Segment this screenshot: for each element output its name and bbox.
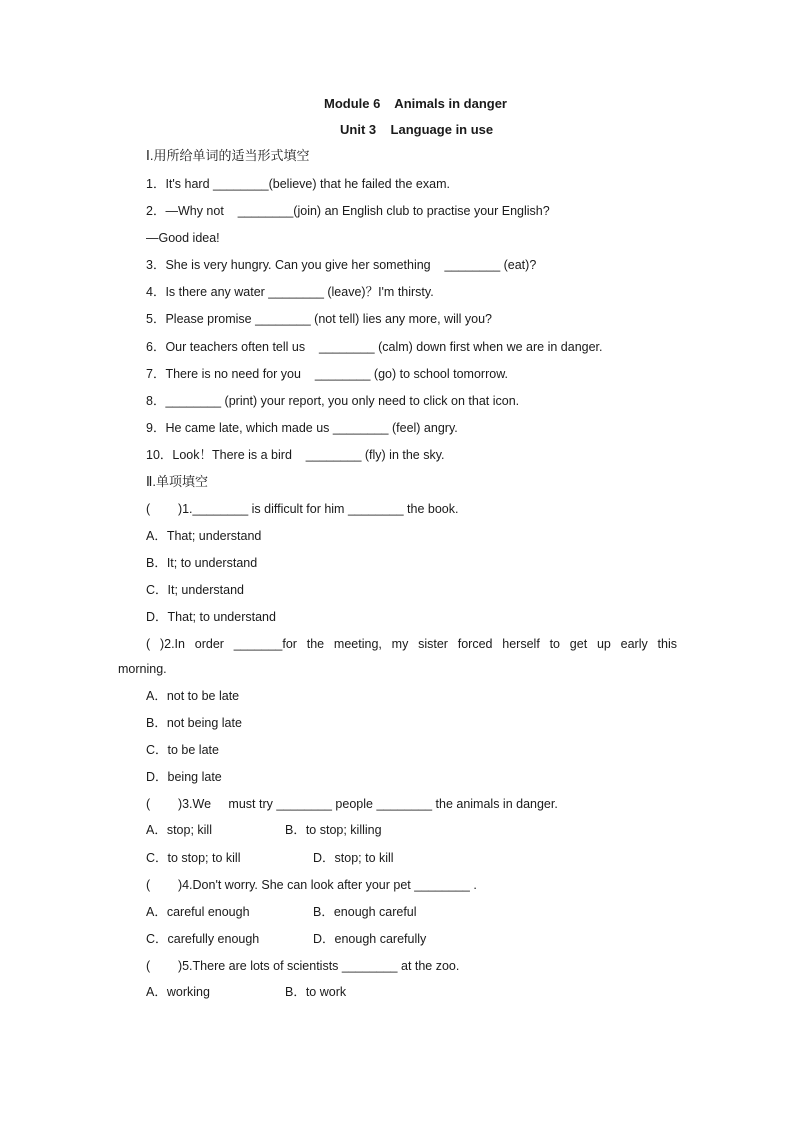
exercise-item: 2．—Why not ________(join) an English club to practise your English? bbox=[146, 204, 550, 218]
exercise-item: 5．Please promise ________ (not tell) lies any more, will you? bbox=[146, 312, 493, 326]
exercise-item: 10．Look！There is a bird ________ (fly) in the sky. bbox=[146, 448, 445, 462]
module-title: Module 6 Animals in danger bbox=[324, 96, 507, 111]
question-stem: ( )4.Don't worry. She can look after your pet ________ . bbox=[146, 878, 477, 892]
exercise-item: 9．He came late, which made us ________ (feel) angry. bbox=[146, 421, 458, 435]
question-stem: ( )5.There are lots of scientists ________ at the zoo. bbox=[146, 959, 460, 973]
option: D．stop; to kill bbox=[313, 851, 394, 865]
option: A．not to be late bbox=[146, 689, 240, 703]
exercise-item: —Good idea! bbox=[146, 231, 220, 245]
option: A．That; understand bbox=[146, 529, 262, 543]
option: A．working bbox=[146, 985, 210, 999]
option: B．to work bbox=[285, 985, 347, 999]
option: A．careful enough bbox=[146, 905, 250, 919]
exercise-item: 6．Our teachers often tell us ________ (calm) down first when we are in danger. bbox=[146, 340, 603, 354]
option: B．to stop; killing bbox=[285, 823, 382, 837]
option: B．not being late bbox=[146, 716, 242, 730]
exercise-item: 1．It's hard ________(believe) that he failed the exam. bbox=[146, 177, 450, 191]
option: D．enough carefully bbox=[313, 932, 427, 946]
question-stem: ( )1.________ is difficult for him ________ the book. bbox=[146, 502, 459, 516]
unit-title: Unit 3 Language in use bbox=[340, 122, 494, 137]
option: C．to be late bbox=[146, 743, 219, 757]
option: D．being late bbox=[146, 770, 222, 784]
exercise-item: 4．Is there any water ________ (leave)？I'm thirsty. bbox=[146, 285, 434, 299]
option: D．That; to understand bbox=[146, 610, 276, 624]
option: C．It; understand bbox=[146, 583, 244, 597]
option: B．It; to understand bbox=[146, 556, 258, 570]
question-stem: ( )3.We must try ________ people ________ the animals in danger. bbox=[146, 797, 558, 811]
option: A．stop; kill bbox=[146, 823, 212, 837]
question-stem-continued: morning. bbox=[118, 662, 167, 676]
option: C．carefully enough bbox=[146, 932, 260, 946]
exercise-item: 8．________ (print) your report, you only need to click on that icon. bbox=[146, 394, 520, 408]
question-stem: ( )2.In order _______for the meeting, my sister forced herself to get up early this bbox=[146, 637, 677, 651]
option: B．enough careful bbox=[313, 905, 417, 919]
option: C．to stop; to kill bbox=[146, 851, 241, 865]
exercise-item: 3．She is very hungry. Can you give her something ________ (eat)? bbox=[146, 258, 537, 272]
section2-heading: Ⅱ.单项填空 bbox=[146, 474, 209, 489]
section1-heading: Ⅰ.用所给单词的适当形式填空 bbox=[146, 148, 310, 163]
exercise-item: 7．There is no need for you ________ (go) to school tomorrow. bbox=[146, 367, 509, 381]
